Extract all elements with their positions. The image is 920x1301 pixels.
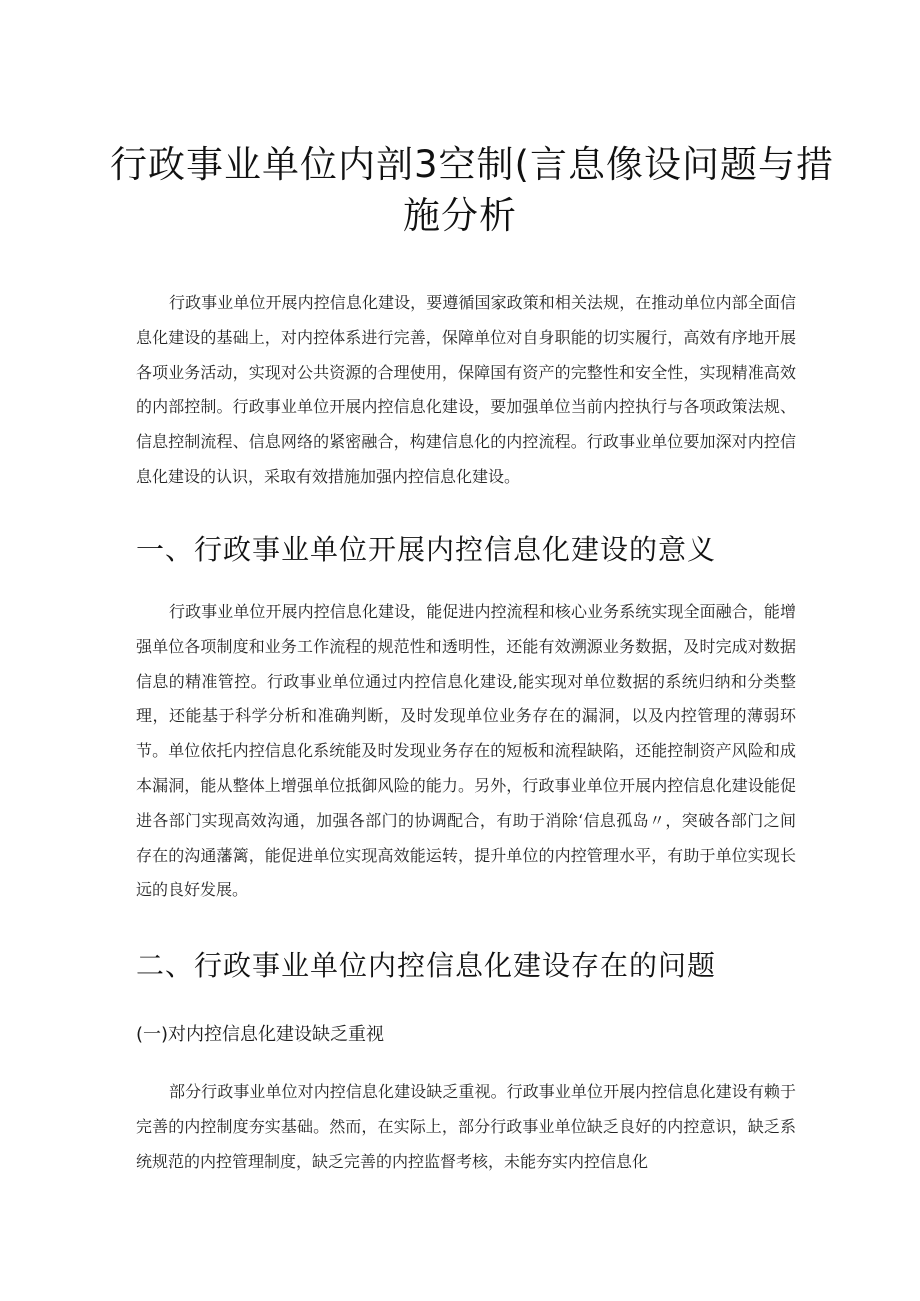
document-title-line-1: 行政事业单位内剖3空制(言息像设问题与措 [110,143,834,186]
intro-paragraph: 行政事业单位开展内控信息化建设，要遵循国家政策和相关法规，在推动单位内部全面信息化建设的基础上，对内控体系进行完善，保障单位对自身职能的切实履行，高效有序地开展各项业务活动，实现对公共资源的合理使用，保障国有资产的完整性和安全性，实现精准高效的内部控制。行政事业单位开展内控信息化建设，要加强单位当前内控执行与各项政策法规、信息控制流程、信息网络的紧密融合，构建信息化的内控流程。行政事业单位要加深对内控信息化建设的认识，采取有效措施加强内控信息化建设。 [136,293,796,486]
section-1-heading: 一、行政事业单位开展内控信息化建设的意义 [136,533,717,566]
section-2-heading: 二、行政事业单位内控信息化建设存在的问题 [136,949,717,982]
section-1-paragraph: 行政事业单位开展内控信息化建设，能促进内控流程和核心业务系统实现全面融合，能增强单位各项制度和业务工作流程的规范性和透明性，还能有效溯源业务数据，及时完成对数据信息的精准管控。行政事业单位通过内控信息化建设,能实现对单位数据的系统归纳和分类整理，还能基于科学分析和准确判断，及时发现单位业务存在的漏洞，以及内控管理的薄弱环节。单位依托内控信息化系统能及时发现业务存在的短板和流程缺陷，还能控制资产风险和成本漏洞，能从整体上增强单位抵御风险的能力。另外，行政事业单位开展内控信息化建设能促进各部门实现高效沟通，加强各部门的协调配合，有助于消除‘信息孤岛〃，突破各部门之间存在的沟通藩篱，能促进单位实现高效能运转，提升单位的内控管理水平，有助于单位实现长远的良好发展。 [136,602,796,900]
subsection-1-heading: (一)对内控信息化建设缺乏重视 [136,1024,385,1045]
document-title-line-2: 施分析 [403,194,517,237]
subsection-1-paragraph: 部分行政事业单位对内控信息化建设缺乏重视。行政事业单位开展内控信息化建设有赖于完善的内控制度夯实基础。然而，在实际上，部分行政事业单位缺乏良好的内控意识，缺乏系统规范的内控管理制度，缺乏完善的内控监督考核，未能夯实内控信息化 [136,1082,796,1171]
